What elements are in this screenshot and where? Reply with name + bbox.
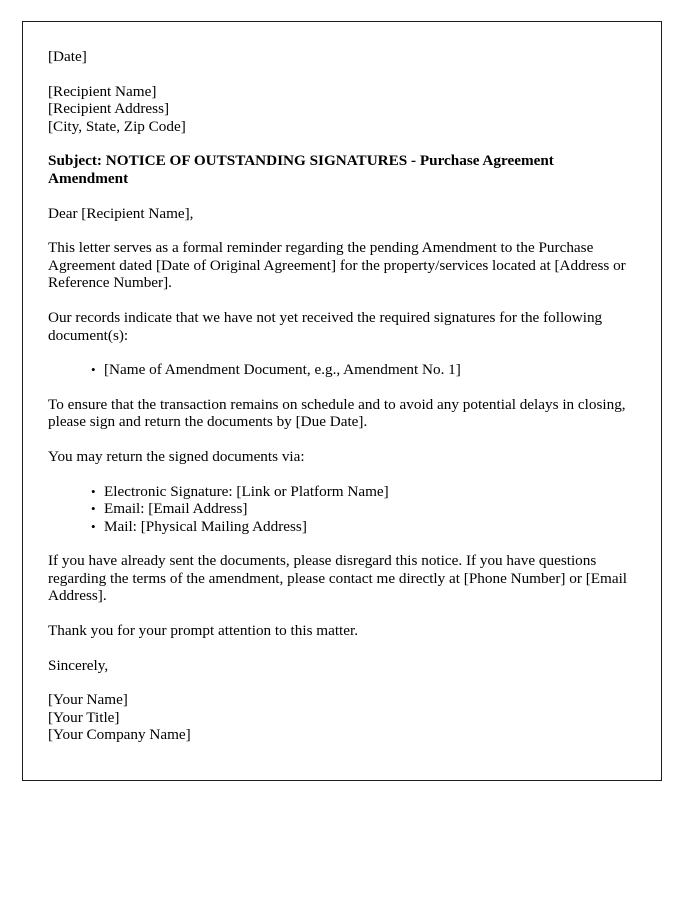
paragraph-disregard-notice: If you have already sent the documents, please disregard this notice. If you have questions regarding the terms of the amendment, please contact me directly at [Phone Number] or [Email Address]. (48, 552, 628, 605)
recipient-city-state-zip: [City, State, Zip Code] (48, 117, 186, 135)
paragraph-deadline: To ensure that the transaction remains on schedule and to avoid any potential delays in closing, please sign and return the documents by [Due Date]. (48, 395, 626, 431)
paragraph-opening: This letter serves as a formal reminder regarding the pending Amendment to the Purchase Agreement dated [Date of Original Agreement] for the property/services located at [Address or Reference Number]. (48, 239, 626, 292)
list-item: • Email: [Email Address] (91, 500, 636, 518)
signer-name: [Your Name] (48, 691, 128, 709)
return-method-list (48, 483, 636, 536)
paragraph-records: Our records indicate that we have not yet received the required signatures for the following document(s): (48, 308, 603, 344)
list-item: • Electronic Signature: [Link or Platform Name] (91, 483, 636, 501)
letter-content (48, 48, 636, 744)
closing-salutation: Sincerely, (48, 656, 109, 674)
paragraph-return-methods-intro: You may return the signed documents via: (48, 447, 305, 465)
recipient-address: [Recipient Address] (48, 100, 170, 118)
signer-company: [Your Company Name] (48, 726, 191, 744)
recipient-name: [Recipient Name] (48, 82, 157, 100)
recipient-address-block (48, 83, 636, 136)
signer-title: [Your Title] (48, 708, 120, 726)
letter-page-border (22, 21, 662, 781)
outstanding-document-list (48, 361, 636, 379)
date-line: [Date] (48, 48, 87, 65)
subject-line: Subject: NOTICE OF OUTSTANDING SIGNATURES - Purchase Agreement Amendment (48, 152, 554, 187)
salutation: Dear [Recipient Name], (48, 204, 194, 222)
signature-block (48, 691, 636, 744)
paragraph-thank-you: Thank you for your prompt attention to this matter. (48, 622, 359, 640)
list-item: • Mail: [Physical Mailing Address] (91, 518, 636, 536)
list-item: • [Name of Amendment Document, e.g., Amendment No. 1] (91, 361, 636, 379)
